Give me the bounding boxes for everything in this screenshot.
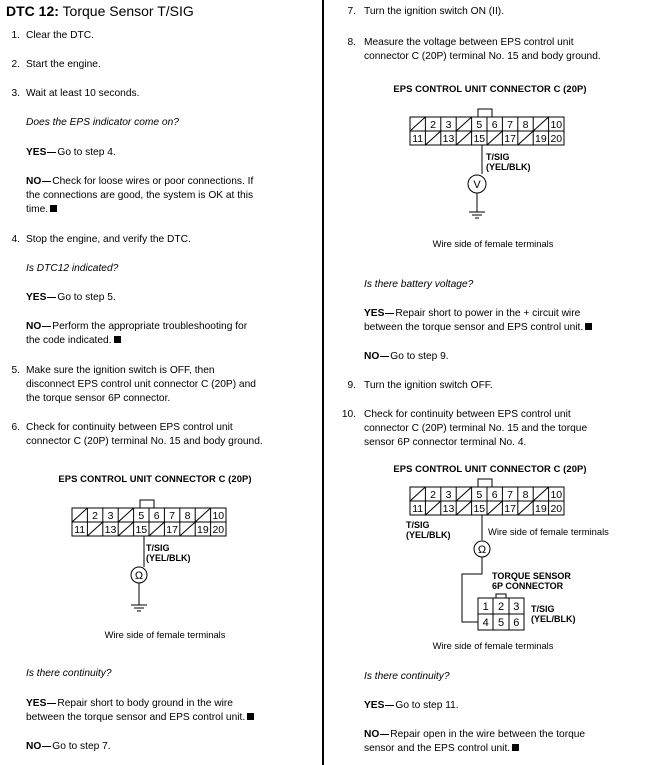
step-text: Turn the ignition switch OFF.: [364, 380, 493, 391]
terminal-number: 20: [550, 503, 563, 515]
terminal-number: 5: [476, 119, 483, 131]
terminal-number: 6: [491, 489, 498, 501]
terminal-number: 15: [473, 133, 486, 145]
diagram-title: EPS CONTROL UNIT CONNECTOR C (20P): [393, 83, 587, 94]
step-number: 3.: [11, 88, 20, 99]
terminal-number: 2: [92, 510, 99, 522]
step-text: Check for continuity between EPS control unit: [364, 409, 571, 420]
yes-label: YES: [364, 308, 385, 319]
terminal-number: 11: [412, 503, 424, 515]
wire-color: (YEL/BLK): [146, 553, 191, 563]
yes-text: Go to step 4.: [57, 147, 116, 158]
yes-text: Repair short to body ground in the wire: [57, 698, 233, 709]
terminal-number: 5: [497, 617, 505, 629]
dtc-code: DTC 12:: [6, 3, 59, 19]
no-label: NO: [26, 741, 42, 752]
terminal-number: 1: [482, 601, 489, 613]
no-text: the code indicated.: [26, 335, 112, 346]
connector-6p: [478, 594, 524, 630]
terminal-number: 2: [430, 119, 437, 131]
no-text: sensor and the EPS control unit.: [364, 743, 511, 754]
step-number: 5.: [11, 365, 20, 376]
terminal-number: 5: [138, 510, 145, 522]
svg-text:V: V: [473, 179, 481, 191]
sensor-name: TORQUE SENSOR: [492, 571, 571, 581]
no-text: Go to step 9.: [390, 351, 449, 362]
yes-text-end: [364, 321, 592, 335]
ohmmeter-icon: [474, 541, 490, 557]
terminal-number: 19: [535, 133, 547, 145]
step-text: Clear the DTC.: [26, 30, 94, 41]
no-label: NO: [364, 351, 380, 362]
yes-answer: [364, 699, 459, 713]
no-text: Check for loose wires or poor connections. If: [52, 176, 254, 187]
no-answer: [364, 350, 449, 364]
terminal-number: 3: [445, 489, 452, 501]
yes-answer: [364, 307, 580, 321]
wire-color: (YEL/BLK): [406, 530, 451, 540]
step-number: 9.: [347, 380, 356, 391]
ground-icon: [469, 212, 485, 218]
question-text: Does the EPS indicator come on?: [26, 117, 179, 128]
terminal-number: 15: [473, 503, 486, 515]
question-text: Is DTC12 indicated?: [26, 263, 119, 274]
terminal-number: 10: [212, 510, 225, 522]
yes-answer: [26, 291, 116, 305]
no-text: Go to step 7.: [52, 741, 111, 752]
wire-name: T/SIG: [146, 543, 170, 553]
wire-name: T/SIG: [406, 520, 430, 530]
no-text-end: [364, 742, 519, 756]
end-mark-icon: [585, 323, 592, 330]
terminal-number: 7: [169, 510, 176, 522]
wire-name: T/SIG: [486, 152, 510, 162]
step-text: Make sure the ignition switch is OFF, then: [26, 365, 215, 376]
terminal-number: 7: [507, 489, 514, 501]
question-text: Is there continuity?: [364, 671, 450, 682]
terminal-number: 3: [107, 510, 114, 522]
terminal-number: 19: [535, 503, 547, 515]
yes-text: between the torque sensor and EPS control unit.: [364, 322, 584, 333]
terminal-number: 11: [74, 524, 86, 536]
no-label: NO: [26, 321, 42, 332]
step-text: Turn the ignition switch ON (II).: [364, 6, 505, 17]
no-text-end: [26, 334, 121, 348]
sensor-connector: 6P CONNECTOR: [492, 581, 564, 591]
diagram-caption-side: Wire side of female terminals: [488, 526, 609, 537]
yes-label: YES: [26, 147, 47, 158]
end-mark-icon: [512, 744, 519, 751]
voltmeter-icon: [468, 175, 486, 193]
terminal-number: 13: [104, 524, 117, 536]
no-text-end: [26, 203, 57, 217]
yes-text: between the torque sensor and EPS control unit.: [26, 712, 246, 723]
step-number: 4.: [11, 234, 20, 245]
terminal-number: 5: [476, 489, 483, 501]
no-text: Perform the appropriate troubleshooting for: [52, 321, 248, 332]
terminal-number: 2: [430, 489, 437, 501]
question-text: Is there continuity?: [26, 668, 112, 679]
terminal-number: 2: [497, 601, 505, 613]
step-text: connector C (20P) terminal No. 15 and body ground.: [364, 51, 601, 62]
wire-color: (YEL/BLK): [486, 162, 531, 172]
step-number: 6.: [11, 422, 20, 433]
no-text: time.: [26, 204, 49, 215]
terminal-number: 11: [412, 133, 424, 145]
diagram-title: EPS CONTROL UNIT CONNECTOR C (20P): [393, 463, 587, 474]
svg-text:Ω: Ω: [477, 544, 487, 556]
svg-text:Ω: Ω: [134, 570, 144, 582]
step-number: 1.: [11, 30, 20, 41]
terminal-number: 8: [522, 489, 529, 501]
step-number: 10.: [341, 409, 356, 420]
yes-text: Go to step 11.: [395, 700, 459, 711]
diagram-caption: Wire side of female terminals: [432, 640, 554, 651]
end-mark-icon: [114, 336, 121, 343]
yes-answer: [26, 146, 116, 160]
diagram-caption: Wire side of female terminals: [104, 629, 226, 640]
no-text: Repair open in the wire between the torque: [390, 729, 586, 740]
yes-text: Go to step 5.: [57, 292, 116, 303]
step-text: connector C (20P) terminal No. 15 and the torque: [364, 423, 588, 434]
connector-20p: [410, 109, 564, 145]
step-number: 8.: [347, 37, 356, 48]
yes-label: YES: [26, 698, 47, 709]
terminal-number: 10: [550, 489, 563, 501]
terminal-number: 10: [550, 119, 563, 131]
step-text: sensor 6P connector terminal No. 4.: [364, 437, 527, 448]
step-text: Stop the engine, and verify the DTC.: [26, 234, 191, 245]
no-text: the connections are good, the system is OK at this: [26, 190, 254, 201]
ground-icon: [131, 605, 147, 611]
wire-label: [406, 520, 451, 540]
end-mark-icon: [247, 713, 254, 720]
connector-20p: [410, 479, 564, 515]
terminal-number: 13: [442, 503, 455, 515]
terminal-number: 13: [442, 133, 455, 145]
terminal-number: 19: [197, 524, 209, 536]
no-answer: [26, 740, 111, 754]
yes-text: Repair short to power in the + circuit wire: [395, 308, 581, 319]
no-answer: [26, 320, 247, 334]
terminal-number: 3: [513, 601, 520, 613]
wire-label: [146, 543, 191, 563]
terminal-number: 3: [445, 119, 452, 131]
step-number: 2.: [11, 59, 20, 70]
wire-name: T/SIG: [531, 604, 555, 614]
terminal-number: 17: [166, 524, 178, 536]
yes-text-end: [26, 711, 254, 725]
terminal-number: 6: [513, 617, 520, 629]
terminal-number: 4: [482, 617, 489, 629]
no-answer: [364, 728, 585, 742]
terminal-number: 20: [550, 133, 563, 145]
step-text: the torque sensor 6P connector.: [26, 393, 171, 404]
question-text: Is there battery voltage?: [364, 279, 474, 290]
torque-sensor-label: [492, 571, 571, 591]
step-text: Start the engine.: [26, 59, 101, 70]
terminal-number: 17: [504, 133, 516, 145]
yes-label: YES: [364, 700, 385, 711]
wire-label: [486, 152, 531, 172]
yes-label: YES: [26, 292, 47, 303]
terminal-number: 6: [491, 119, 498, 131]
no-label: NO: [26, 176, 42, 187]
terminal-number: 7: [507, 119, 514, 131]
connector-20p: [72, 500, 226, 536]
end-mark-icon: [50, 205, 57, 212]
diagram-caption: Wire side of female terminals: [432, 238, 554, 249]
no-label: NO: [364, 729, 380, 740]
wire-label: [531, 604, 576, 624]
ohmmeter-icon: [131, 567, 147, 583]
connector-diagram-right-2: [398, 476, 638, 636]
wire-color: (YEL/BLK): [531, 614, 576, 624]
diagram-title: EPS CONTROL UNIT CONNECTOR C (20P): [58, 473, 252, 484]
terminal-number: 15: [135, 524, 148, 536]
step-text: disconnect EPS control unit connector C (20P) and: [26, 379, 256, 390]
terminal-number: 8: [522, 119, 529, 131]
terminal-number: 17: [504, 503, 516, 515]
step-text: connector C (20P) terminal No. 15 and body ground.: [26, 436, 263, 447]
terminal-number: 20: [212, 524, 225, 536]
yes-answer: [26, 697, 233, 711]
step-text: Check for continuity between EPS control unit: [26, 422, 233, 433]
no-answer: [26, 175, 253, 189]
step-text: Measure the voltage between EPS control unit: [364, 37, 574, 48]
step-number: 7.: [347, 6, 356, 17]
dtc-name: Torque Sensor T/SIG: [58, 3, 194, 19]
terminal-number: 8: [184, 510, 191, 522]
step-text: Wait at least 10 seconds.: [26, 88, 140, 99]
page-title: [6, 4, 194, 18]
column-divider: [322, 0, 324, 765]
terminal-number: 6: [153, 510, 160, 522]
